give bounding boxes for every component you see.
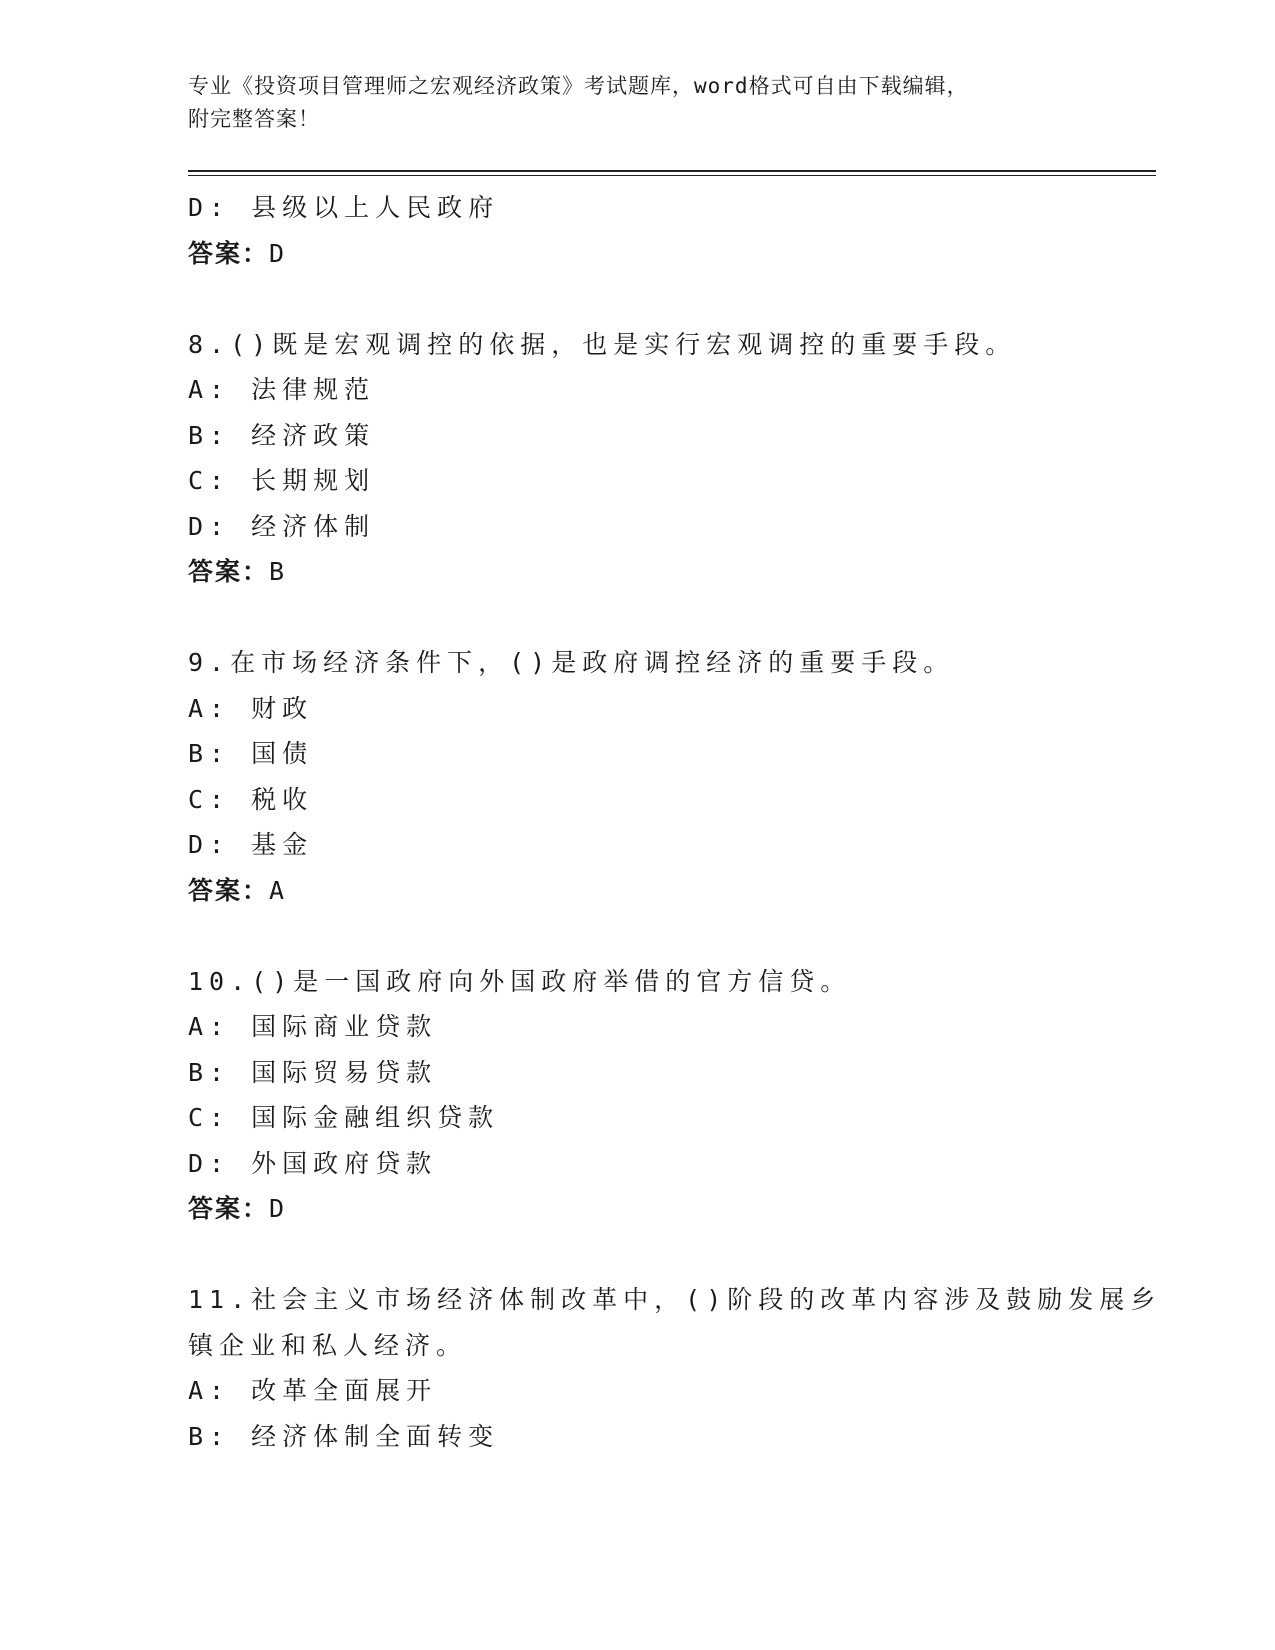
answer-label: 答案： [188, 238, 270, 268]
question-stem: 8.()既是宏观调控的依据，也是实行宏观调控的重要手段。 [188, 329, 1017, 359]
question-stem: 11.社会主义市场经济体制改革中，()阶段的改革内容涉及鼓励发展乡 [188, 1285, 1162, 1314]
answer-option: C: 长期规划 [188, 466, 376, 495]
answer-option: D: 外国政府贷款 [188, 1148, 438, 1178]
answer-option: D: 经济体制 [188, 511, 376, 541]
answer-option: A: 国际商业贷款 [188, 1012, 438, 1041]
answer-label: 答案： [188, 875, 270, 905]
question-list [188, 185, 1162, 1459]
answer-label: 答案： [188, 1194, 270, 1223]
answer-option: A: 财政 [188, 693, 314, 723]
answer-value: B [269, 557, 287, 586]
answer-option: C: 税收 [188, 784, 314, 814]
answer-option: C: 国际金融组织贷款 [188, 1103, 500, 1132]
question-block [188, 1277, 1162, 1459]
answer-option: B: 国际贸易贷款 [188, 1057, 438, 1087]
answer-label: 答案： [188, 557, 270, 586]
answer-value: D [269, 238, 287, 268]
answer-option: A: 法律规范 [188, 375, 376, 404]
header-divider [188, 170, 1156, 176]
question-stem: 9.在市场经济条件下，()是政府调控经济的重要手段。 [188, 648, 955, 677]
question-block [188, 640, 1156, 913]
correct-answer [188, 868, 1156, 914]
correct-answer [188, 231, 1156, 277]
question-stem: 镇企业和私人经济。 [188, 1330, 468, 1360]
answer-value: A [269, 875, 287, 905]
header-line-2: 附完整答案！ [188, 107, 320, 131]
question-block [188, 322, 1156, 595]
document-header [188, 70, 1156, 136]
answer-option: D: 基金 [188, 830, 314, 859]
correct-answer [188, 1186, 1156, 1232]
answer-option: D: 县级以上人民政府 [188, 193, 500, 222]
question-block [188, 185, 1156, 276]
correct-answer [188, 549, 1156, 595]
answer-option: B: 经济体制全面转变 [188, 1421, 500, 1451]
answer-value: D [269, 1194, 287, 1223]
answer-option: A: 改革全面展开 [188, 1376, 438, 1405]
answer-option: B: 经济政策 [188, 420, 376, 450]
question-block [188, 959, 1156, 1232]
answer-option: B: 国债 [188, 739, 314, 768]
document-page [188, 70, 1162, 1459]
header-line-1: 专业《投资项目管理师之宏观经济政策》考试题库，word格式可自由下载编辑， [188, 74, 969, 98]
question-stem: 10.()是一国政府向外国政府举借的官方信贷。 [188, 966, 852, 996]
